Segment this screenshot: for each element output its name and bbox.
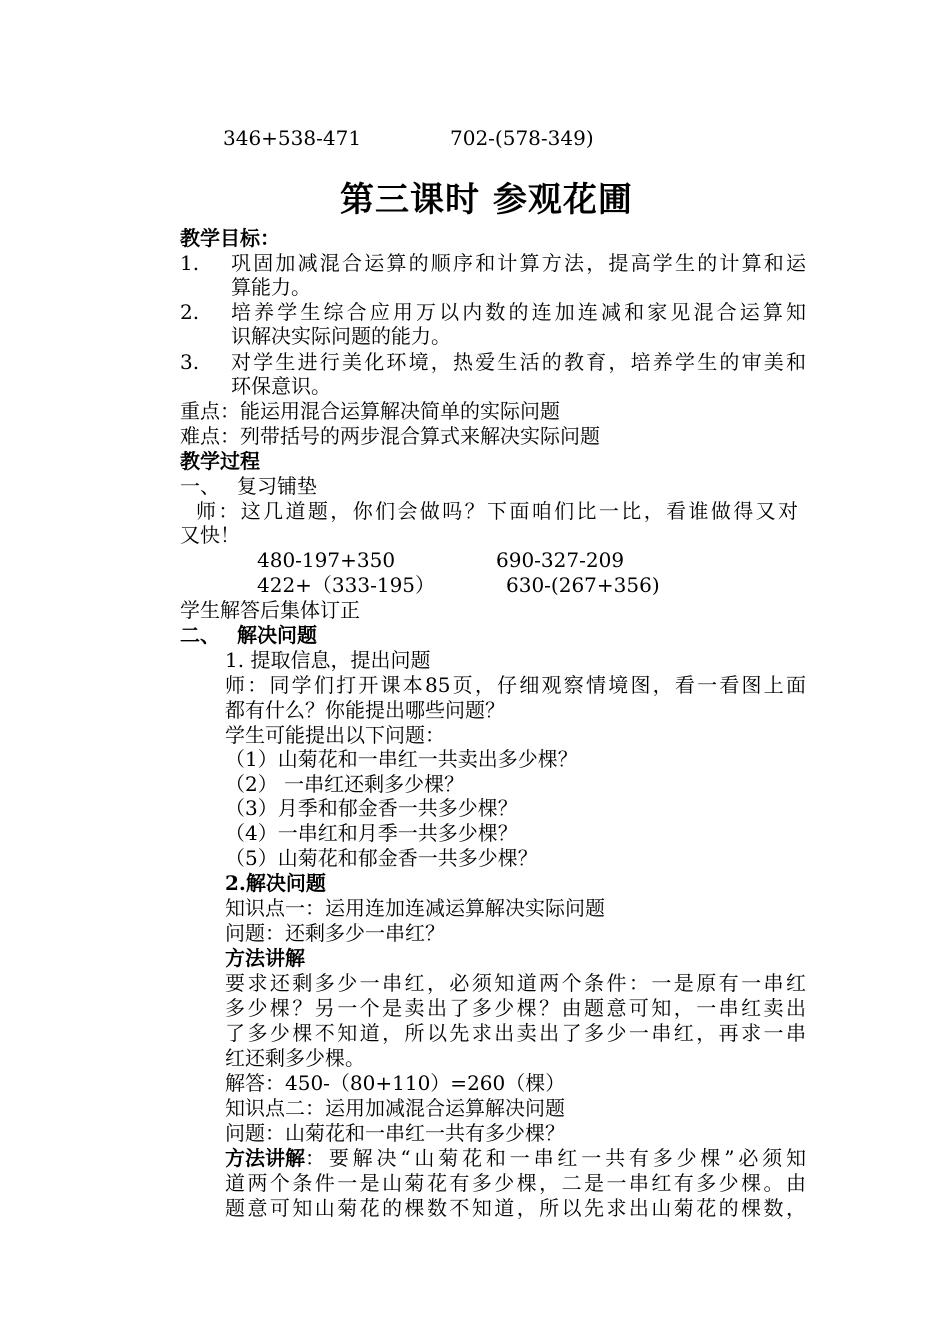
section2-sub1: 1. 提取信息，提出问题	[225, 648, 431, 672]
section2-number: 二、	[180, 623, 220, 647]
question-3: （3）月季和郁金香一共多少棵？	[225, 796, 518, 820]
question-4: （4）一串红和月季一共多少棵？	[225, 821, 518, 845]
method1-line4: 红还剩多少棵。	[225, 1046, 365, 1070]
method1-line3: 了多少棵不知道，所以先求出卖出了多少一串红，再求一串	[225, 1021, 806, 1045]
answer-1: 解答：450-（80+110）=260（棵）	[225, 1071, 566, 1095]
review-exercise-3: 422+（333-195）	[257, 573, 436, 597]
question-5: （5）山菊花和郁金香一共多少棵？	[225, 846, 538, 870]
section1-number: 一、	[180, 474, 220, 498]
section2-title: 解决问题	[237, 623, 317, 647]
objective-3-line1: 对学生进行美化环境，热爱生活的教育，培养学生的审美和	[231, 350, 806, 374]
review-exercise-4: 630-(267+356)	[506, 573, 660, 597]
section2-teacher-line2: 都有什么？你能提出哪些问题？	[225, 698, 505, 722]
question-1: （1）山菊花和一串红一共卖出多少棵？	[225, 747, 578, 771]
question-2: （2） 一串红还剩多少棵？	[225, 772, 465, 796]
objective-3-line2: 环保意识。	[231, 374, 331, 398]
objectives-heading: 教学目标：	[180, 226, 280, 250]
objective-1-line2: 算能力。	[231, 275, 311, 299]
method1-line2: 多少棵？另一个是卖出了多少棵？由题意可知，一串红卖出	[225, 996, 806, 1020]
exercise-left: 346+538-471	[223, 126, 362, 150]
objective-1-num: 1.	[180, 251, 200, 275]
objective-3-num: 3.	[180, 350, 200, 374]
process-heading: 教学过程	[180, 449, 260, 473]
section1-teacher-line2: 又快！	[180, 523, 240, 547]
method-heading: 方法讲解	[225, 946, 305, 970]
objective-2-line1: 培养学生综合应用万以内数的连加连减和家见混合运算知	[231, 300, 806, 324]
exercise-right: 702-(578-349)	[450, 126, 594, 150]
objective-2-line2: 识解决实际问题的能力。	[231, 324, 451, 348]
page-title: 第三课时 参观花圃	[340, 180, 633, 220]
section1-title: 复习铺垫	[237, 474, 317, 498]
knowledge-point-1: 知识点一：运用连加连减运算解决实际问题	[225, 896, 605, 920]
knowledge-point-2: 知识点二：运用加减混合运算解决问题	[225, 1096, 565, 1120]
method2-first: ：要解决“山菊花和一串红一共有多少棵”必须知	[305, 1146, 806, 1170]
question-remaining: 问题：还剩多少一串红？	[225, 921, 445, 945]
question-total: 问题：山菊花和一串红一共有多少棵？	[225, 1121, 565, 1145]
review-exercise-1: 480-197+350	[257, 548, 396, 572]
section1-teacher-line1: 师：这几道题，你们会做吗？下面咱们比一比，看谁做得又对	[196, 499, 798, 523]
key-point: 重点：能运用混合运算解决简单的实际问题	[180, 399, 560, 423]
difficulty: 难点：列带括号的两步混合算式来解决实际问题	[180, 424, 600, 448]
review-exercise-2: 690-327-209	[496, 548, 625, 572]
objective-1-line1: 巩固加减混合运算的顺序和计算方法，提高学生的计算和运	[231, 251, 806, 275]
method2-line3: 题意可知山菊花的棵数不知道，所以先求出山菊花的棵数，	[225, 1196, 806, 1220]
method1-line1: 要求还剩多少一串红，必须知道两个条件：一是原有一串红	[225, 971, 806, 995]
students-intro: 学生可能提出以下问题：	[225, 723, 445, 747]
method2-label: 方法讲解	[225, 1146, 305, 1170]
section2-teacher-line1: 师：同学们打开课本85页，仔细观察情境图，看一看图上面	[225, 673, 806, 697]
method2-line2: 道两个条件一是山菊花有多少棵，二是一串红有多少棵。由	[225, 1171, 806, 1195]
objective-2-num: 2.	[180, 300, 200, 324]
section2-sub2: 2.解决问题	[225, 871, 326, 895]
method2-line1	[225, 1146, 806, 1170]
section1-after: 学生解答后集体订正	[180, 598, 360, 622]
